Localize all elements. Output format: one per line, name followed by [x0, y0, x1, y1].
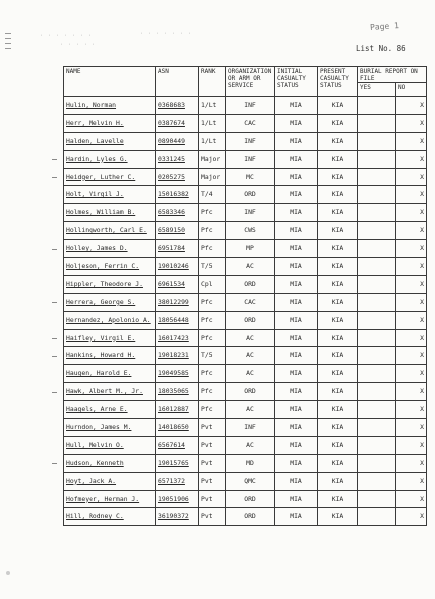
burial-yes-cell [358, 347, 396, 365]
margin-tick [5, 43, 11, 44]
table-row [64, 168, 427, 186]
organization-cell: MP [226, 240, 275, 258]
initial-status-cell: MIA [275, 365, 318, 383]
present-status-cell: KIA [318, 383, 358, 401]
organization-cell: INF [226, 97, 275, 115]
burial-no-cell: X [396, 436, 427, 454]
asn-cell: 19018231 [156, 347, 199, 365]
initial-status-cell: MIA [275, 311, 318, 329]
column-header-rank: RANK [199, 67, 226, 97]
present-status-cell: KIA [318, 114, 358, 132]
row-tick-mark [52, 159, 57, 160]
row-tick-mark [52, 177, 57, 178]
organization-cell: ORD [226, 186, 275, 204]
organization-cell: INF [226, 150, 275, 168]
burial-yes-cell [358, 472, 396, 490]
initial-status-cell: MIA [275, 329, 318, 347]
initial-status-cell: MIA [275, 258, 318, 276]
table-row [64, 114, 427, 132]
rank-cell: 1/Lt [199, 97, 226, 115]
initial-status-cell: MIA [275, 293, 318, 311]
rank-cell: 1/Lt [199, 114, 226, 132]
name-cell: Hulin, Norman [64, 97, 156, 115]
burial-yes-cell [358, 508, 396, 526]
burial-no-cell: X [396, 508, 427, 526]
organization-cell: CAC [226, 114, 275, 132]
table-row [64, 472, 427, 490]
name-cell: Hill, Rodney C. [64, 508, 156, 526]
burial-no-cell: X [396, 97, 427, 115]
column-header-organization: ORGANIZATION OR ARM OR SERVICE [226, 67, 275, 97]
initial-status-cell: MIA [275, 419, 318, 437]
table-row [64, 347, 427, 365]
present-status-cell: KIA [318, 311, 358, 329]
table-row [64, 508, 427, 526]
present-status-cell: KIA [318, 454, 358, 472]
burial-yes-cell [358, 168, 396, 186]
name-cell: Halden, Lavelle [64, 132, 156, 150]
table-row [64, 204, 427, 222]
row-tick-mark [52, 356, 57, 357]
organization-cell: CWS [226, 222, 275, 240]
asn-cell: 6567614 [156, 436, 199, 454]
burial-no-cell: X [396, 240, 427, 258]
row-tick-mark [52, 249, 57, 250]
name-cell: Hardin, Lyles G. [64, 150, 156, 168]
column-header-asn: ASN [156, 67, 199, 97]
name-cell: Holley, James D. [64, 240, 156, 258]
organization-cell: QMC [226, 472, 275, 490]
name-cell: Herrera, George S. [64, 293, 156, 311]
burial-yes-cell [358, 240, 396, 258]
present-status-cell: KIA [318, 132, 358, 150]
bleed-through-mark: · · · · · · · [140, 31, 193, 37]
present-status-cell: KIA [318, 508, 358, 526]
burial-no-cell: X [396, 347, 427, 365]
burial-no-cell: X [396, 275, 427, 293]
burial-no-cell: X [396, 132, 427, 150]
initial-status-cell: MIA [275, 472, 318, 490]
page-mark: Page 1 [369, 21, 400, 32]
asn-cell: 19049585 [156, 365, 199, 383]
organization-cell: AC [226, 436, 275, 454]
table-row [64, 97, 427, 115]
rank-cell: T/5 [199, 347, 226, 365]
rank-cell: 1/Lt [199, 132, 226, 150]
organization-cell: MD [226, 454, 275, 472]
table-row [64, 365, 427, 383]
rank-cell: Pvt [199, 490, 226, 508]
asn-cell: 0890449 [156, 132, 199, 150]
burial-no-cell: X [396, 419, 427, 437]
burial-no-cell: X [396, 222, 427, 240]
roster-body [64, 97, 427, 526]
rank-cell: Pvt [199, 454, 226, 472]
table-header-row [64, 67, 427, 83]
rank-cell: Pvt [199, 436, 226, 454]
burial-yes-cell [358, 114, 396, 132]
asn-cell: 0368683 [156, 97, 199, 115]
name-cell: Hudson, Kenneth [64, 454, 156, 472]
initial-status-cell: MIA [275, 186, 318, 204]
burial-yes-cell [358, 365, 396, 383]
rank-cell: Major [199, 150, 226, 168]
present-status-cell: KIA [318, 204, 358, 222]
organization-cell: ORD [226, 490, 275, 508]
organization-cell: ORD [226, 275, 275, 293]
name-cell: Haifley, Virgil E. [64, 329, 156, 347]
row-tick-mark [52, 392, 57, 393]
burial-no-cell: X [396, 365, 427, 383]
initial-status-cell: MIA [275, 114, 318, 132]
initial-status-cell: MIA [275, 97, 318, 115]
present-status-cell: KIA [318, 419, 358, 437]
burial-no-cell: X [396, 490, 427, 508]
present-status-cell: KIA [318, 490, 358, 508]
organization-cell: INF [226, 132, 275, 150]
table-row [64, 436, 427, 454]
name-cell: Hankins, Howard H. [64, 347, 156, 365]
column-header-initial-status: INITIAL CASUALTY STATUS [275, 67, 318, 97]
organization-cell: AC [226, 258, 275, 276]
burial-no-cell: X [396, 383, 427, 401]
name-cell: Hollingworth, Carl E. [64, 222, 156, 240]
rank-cell: Pvt [199, 419, 226, 437]
bleed-through-mark: · · · · · · · [40, 33, 93, 39]
burial-yes-cell [358, 490, 396, 508]
table-row [64, 401, 427, 419]
table-row [64, 240, 427, 258]
burial-yes-cell [358, 383, 396, 401]
burial-no-cell: X [396, 204, 427, 222]
burial-yes-cell [358, 419, 396, 437]
rank-cell: Pvt [199, 508, 226, 526]
row-tick-mark [52, 463, 57, 464]
organization-cell: ORD [226, 508, 275, 526]
initial-status-cell: MIA [275, 508, 318, 526]
present-status-cell: KIA [318, 329, 358, 347]
column-header-burial-report: BURIAL REPORT ON FILE [358, 67, 427, 83]
table-row [64, 186, 427, 204]
rank-cell: Pfc [199, 204, 226, 222]
table-row [64, 454, 427, 472]
name-cell: Hofmeyer, Herman J. [64, 490, 156, 508]
table-row [64, 150, 427, 168]
asn-cell: 6951784 [156, 240, 199, 258]
asn-cell: 19051906 [156, 490, 199, 508]
table-row [64, 311, 427, 329]
burial-no-cell: X [396, 329, 427, 347]
rank-cell: Pfc [199, 311, 226, 329]
asn-cell: 16017423 [156, 329, 199, 347]
rank-cell: Cpl [199, 275, 226, 293]
initial-status-cell: MIA [275, 436, 318, 454]
rank-cell: Major [199, 168, 226, 186]
name-cell: Hoyt, Jack A. [64, 472, 156, 490]
present-status-cell: KIA [318, 436, 358, 454]
table-row [64, 275, 427, 293]
asn-cell: 36190372 [156, 508, 199, 526]
table-row [64, 132, 427, 150]
margin-tick [5, 48, 11, 49]
initial-status-cell: MIA [275, 240, 318, 258]
asn-cell: 6589150 [156, 222, 199, 240]
burial-yes-cell [358, 311, 396, 329]
table-row [64, 293, 427, 311]
burial-no-cell: X [396, 168, 427, 186]
present-status-cell: KIA [318, 186, 358, 204]
burial-no-cell: X [396, 454, 427, 472]
organization-cell: MC [226, 168, 275, 186]
margin-tick [5, 33, 11, 34]
asn-cell: 6583346 [156, 204, 199, 222]
present-status-cell: KIA [318, 258, 358, 276]
name-cell: Heidger, Luther C. [64, 168, 156, 186]
asn-cell: 16012887 [156, 401, 199, 419]
name-cell: Hippler, Theodore J. [64, 275, 156, 293]
name-cell: Haagels, Arne E. [64, 401, 156, 419]
present-status-cell: KIA [318, 240, 358, 258]
rank-cell: T/5 [199, 258, 226, 276]
initial-status-cell: MIA [275, 490, 318, 508]
list-number: List No. 86 [356, 44, 406, 53]
name-cell: Holmes, William B. [64, 204, 156, 222]
initial-status-cell: MIA [275, 275, 318, 293]
initial-status-cell: MIA [275, 401, 318, 419]
asn-cell: 15016382 [156, 186, 199, 204]
organization-cell: INF [226, 204, 275, 222]
burial-no-cell: X [396, 114, 427, 132]
asn-cell: 6961534 [156, 275, 199, 293]
initial-status-cell: MIA [275, 222, 318, 240]
name-cell: Holjeson, Ferrin C. [64, 258, 156, 276]
initial-status-cell: MIA [275, 168, 318, 186]
burial-yes-cell [358, 293, 396, 311]
name-cell: Hawk, Albert M., Jr. [64, 383, 156, 401]
hole-punch-mark [6, 571, 10, 575]
organization-cell: ORD [226, 311, 275, 329]
table-row [64, 222, 427, 240]
asn-cell: 6571372 [156, 472, 199, 490]
burial-yes-cell [358, 186, 396, 204]
burial-no-cell: X [396, 258, 427, 276]
table-row [64, 258, 427, 276]
name-cell: Hull, Melvin O. [64, 436, 156, 454]
burial-yes-cell [358, 436, 396, 454]
asn-cell: 14018650 [156, 419, 199, 437]
burial-no-cell: X [396, 401, 427, 419]
initial-status-cell: MIA [275, 383, 318, 401]
initial-status-cell: MIA [275, 150, 318, 168]
table-row [64, 383, 427, 401]
burial-yes-cell [358, 132, 396, 150]
burial-yes-cell [358, 329, 396, 347]
burial-no-cell: X [396, 186, 427, 204]
burial-yes-cell [358, 401, 396, 419]
asn-cell: 0205275 [156, 168, 199, 186]
name-cell: Hernandez, Apolonio A. [64, 311, 156, 329]
row-tick-mark [52, 338, 57, 339]
present-status-cell: KIA [318, 347, 358, 365]
rank-cell: Pfc [199, 401, 226, 419]
burial-yes-cell [358, 275, 396, 293]
column-header-yes: YES [358, 83, 396, 97]
present-status-cell: KIA [318, 365, 358, 383]
rank-cell: Pvt [199, 472, 226, 490]
burial-yes-cell [358, 204, 396, 222]
present-status-cell: KIA [318, 401, 358, 419]
bleed-through-mark: · · · · · [60, 42, 97, 48]
page-header-area [0, 0, 435, 64]
initial-status-cell: MIA [275, 204, 318, 222]
rank-cell: T/4 [199, 186, 226, 204]
asn-cell: 0331245 [156, 150, 199, 168]
column-header-name: NAME [64, 67, 156, 97]
rank-cell: Pfc [199, 383, 226, 401]
table-row [64, 490, 427, 508]
casualty-roster-table [63, 66, 427, 526]
rank-cell: Pfc [199, 329, 226, 347]
table-row [64, 419, 427, 437]
name-cell: Haugen, Harold E. [64, 365, 156, 383]
burial-yes-cell [358, 150, 396, 168]
rank-cell: Pfc [199, 365, 226, 383]
present-status-cell: KIA [318, 222, 358, 240]
burial-no-cell: X [396, 150, 427, 168]
present-status-cell: KIA [318, 293, 358, 311]
asn-cell: 38012299 [156, 293, 199, 311]
burial-yes-cell [358, 454, 396, 472]
name-cell: Hurndon, James M. [64, 419, 156, 437]
burial-no-cell: X [396, 472, 427, 490]
asn-cell: 19010246 [156, 258, 199, 276]
organization-cell: AC [226, 401, 275, 419]
burial-yes-cell [358, 258, 396, 276]
organization-cell: INF [226, 419, 275, 437]
initial-status-cell: MIA [275, 132, 318, 150]
organization-cell: AC [226, 347, 275, 365]
burial-no-cell: X [396, 311, 427, 329]
present-status-cell: KIA [318, 472, 358, 490]
present-status-cell: KIA [318, 150, 358, 168]
asn-cell: 19015765 [156, 454, 199, 472]
organization-cell: AC [226, 329, 275, 347]
present-status-cell: KIA [318, 168, 358, 186]
asn-cell: 18035065 [156, 383, 199, 401]
asn-cell: 18056448 [156, 311, 199, 329]
rank-cell: Pfc [199, 293, 226, 311]
present-status-cell: KIA [318, 275, 358, 293]
name-cell: Holt, Virgil J. [64, 186, 156, 204]
initial-status-cell: MIA [275, 347, 318, 365]
present-status-cell: KIA [318, 97, 358, 115]
organization-cell: CAC [226, 293, 275, 311]
table-row [64, 329, 427, 347]
column-header-present-status: PRESENT CASUALTY STATUS [318, 67, 358, 97]
margin-tick [5, 38, 11, 39]
initial-status-cell: MIA [275, 454, 318, 472]
name-cell: Herr, Melvin H. [64, 114, 156, 132]
rank-cell: Pfc [199, 240, 226, 258]
burial-no-cell: X [396, 293, 427, 311]
burial-yes-cell [358, 97, 396, 115]
rank-cell: Pfc [199, 222, 226, 240]
asn-cell: 0387674 [156, 114, 199, 132]
burial-yes-cell [358, 222, 396, 240]
row-tick-mark [52, 302, 57, 303]
organization-cell: ORD [226, 383, 275, 401]
column-header-no: NO [396, 83, 427, 97]
organization-cell: AC [226, 365, 275, 383]
